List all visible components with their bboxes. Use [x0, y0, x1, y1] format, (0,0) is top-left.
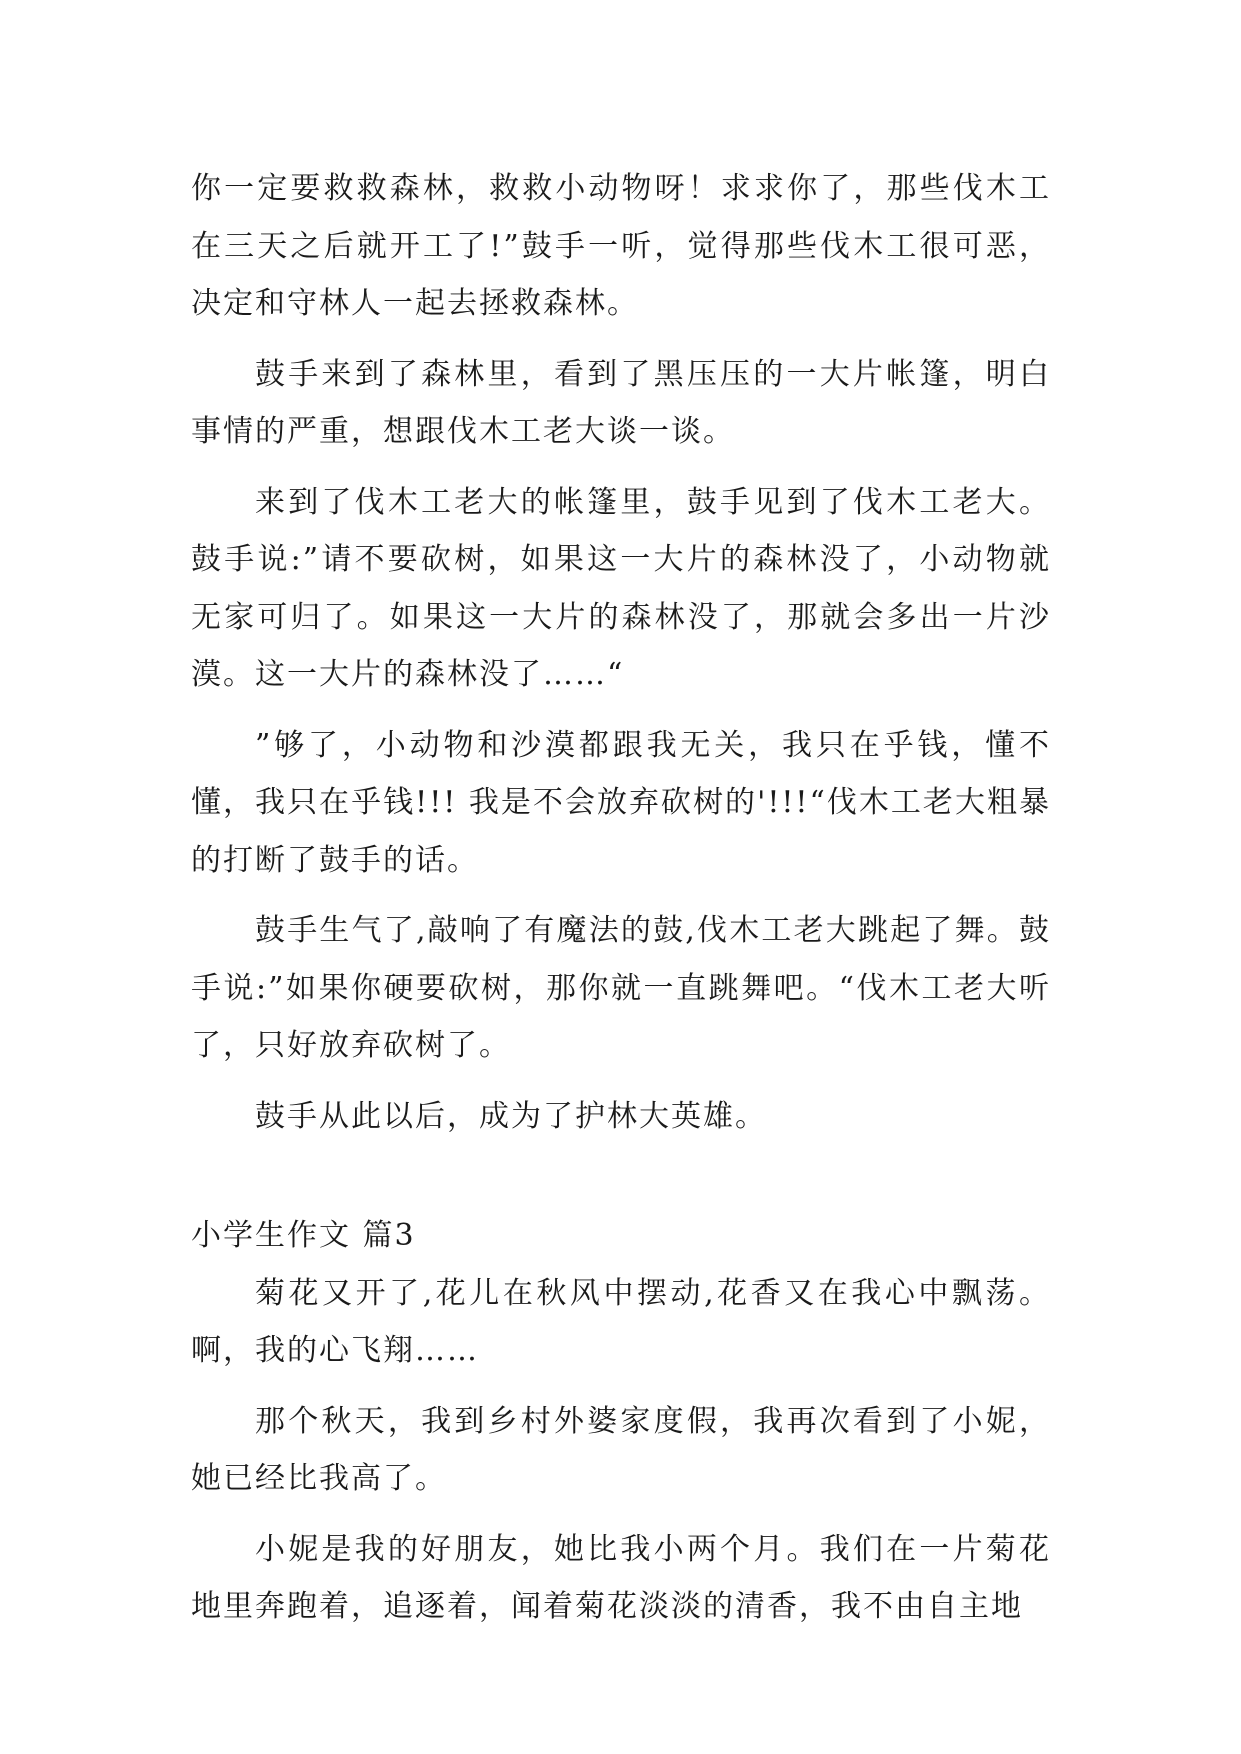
paragraph: 小妮是我的好朋友，她比我小两个月。我们在一片菊花地里奔跑着，追逐着，闻着菊花淡淡的清香，我不由自主地 — [191, 1531, 1051, 1624]
paragraph: 那个秋天，我到乡村外婆家度假，我再次看到了小妮，她已经比我高了。 — [191, 1403, 1051, 1496]
paragraph: 鼓手生气了,敲响了有魔法的鼓,伐木工老大跳起了舞。鼓手说:”如果你硬要砍树，那你就一直跳舞吧。“伐木工老大听了，只好放弃砍树了。 — [191, 913, 1051, 1063]
paragraph: 鼓手来到了森林里，看到了黑压压的一大片帐篷，明白事情的严重，想跟伐木工老大谈一谈。 — [191, 356, 1051, 449]
paragraph: 菊花又开了,花儿在秋风中摆动,花香又在我心中飘荡。啊，我的心飞翔…… — [191, 1275, 1051, 1368]
paragraph: 鼓手从此以后，成为了护林大英雄。 — [255, 1098, 767, 1134]
paragraph: ”够了，小动物和沙漠都跟我无关，我只在乎钱，懂不懂，我只在乎钱!!! 我是不会放弃砍树的'!!!“伐木工老大粗暴的打断了鼓手的话。 — [191, 727, 1051, 878]
section-heading: 小学生作文 篇3 — [191, 1218, 416, 1253]
paragraph: 你一定要救救森林，救救小动物呀！求求你了，那些伐木工在三天之后就开工了!”鼓手一听，觉得那些伐木工很可恶，决定和守林人一起去拯救森林。 — [191, 171, 1051, 321]
document-page — [191, 160, 1051, 1649]
paragraph: 来到了伐木工老大的帐篷里，鼓手见到了伐木工老大。鼓手说:”请不要砍树，如果这一大片的森林没了，小动物就无家可归了。如果这一大片的森林没了，那就会多出一片沙漠。这一大片的森林没了……“ — [191, 484, 1051, 692]
